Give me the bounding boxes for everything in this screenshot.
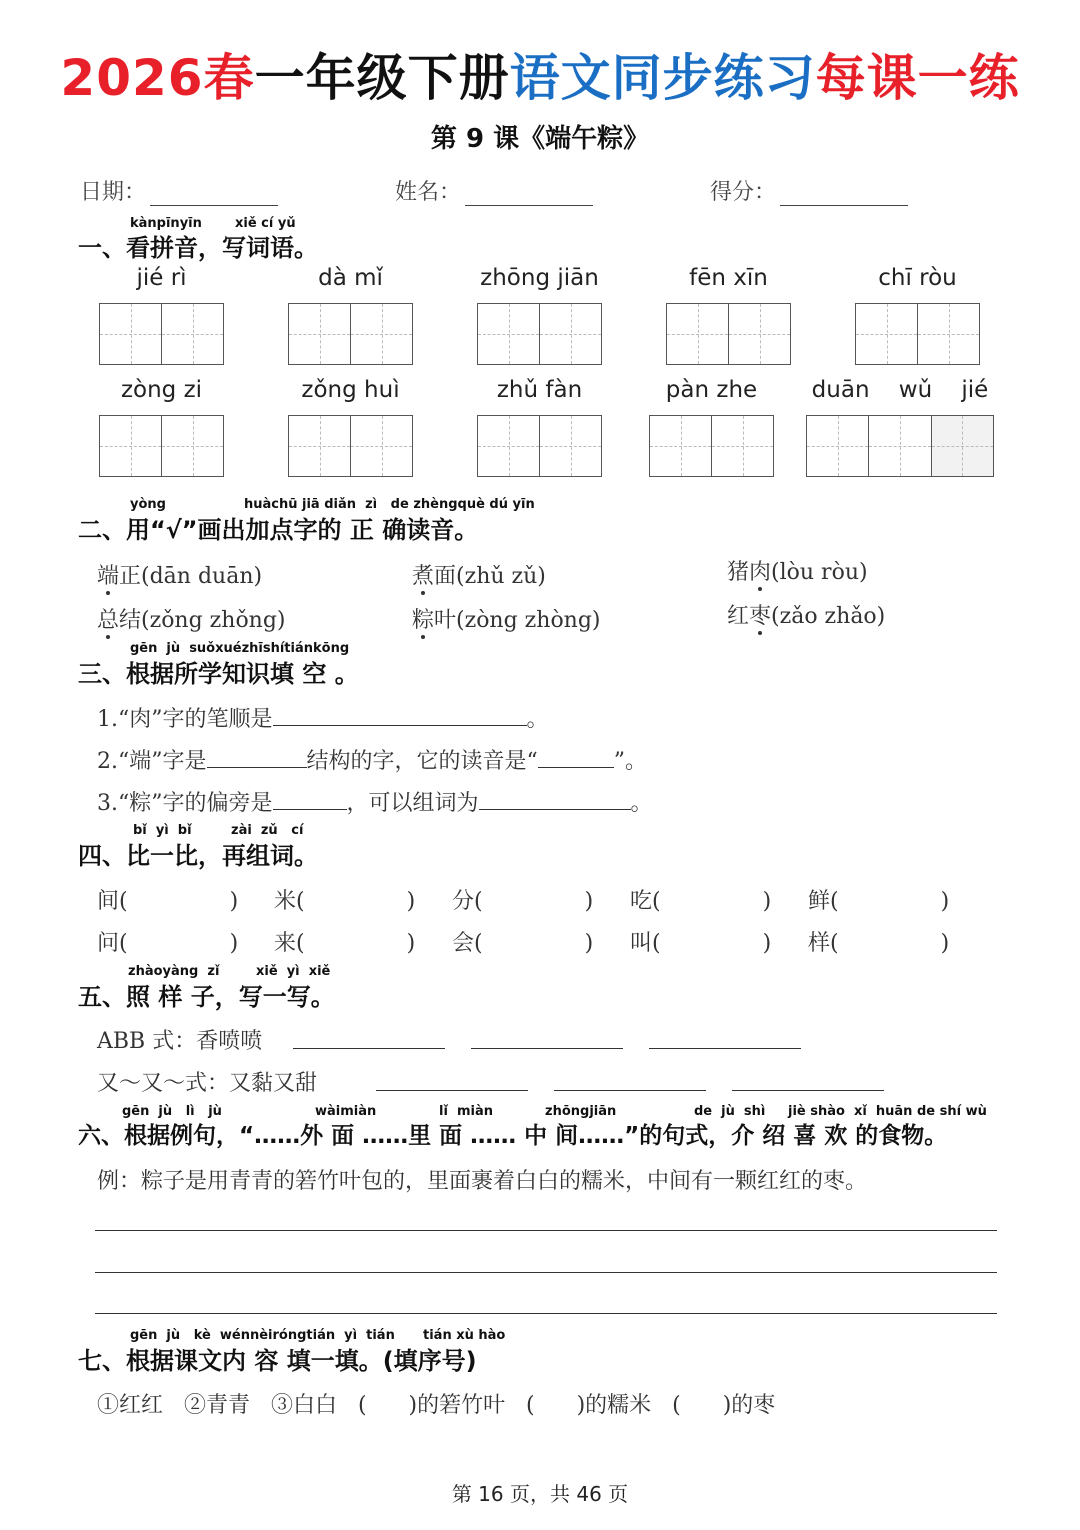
s7-pinyin-1: gēn jù kè wénnèiróngtián yì tián (130, 1328, 395, 1343)
title-daily: 每课一练 (815, 49, 1020, 107)
writing-grid[interactable] (477, 303, 602, 365)
score-field[interactable] (710, 175, 908, 206)
s5-you-label: 又～又～式：又黏又甜 (97, 1071, 318, 1096)
s2-item[interactable]: 红枣(zǎo zhǎo) (727, 604, 886, 629)
writing-grid[interactable] (806, 415, 994, 477)
writing-grid[interactable] (855, 303, 980, 365)
writing-line[interactable] (95, 1230, 997, 1231)
s2-pinyin-1: yòng (130, 497, 166, 512)
s1-word-pinyin: chī ròu (878, 265, 957, 291)
writing-grid[interactable] (288, 303, 413, 365)
s1-word-pinyin: fēn xīn (689, 265, 768, 291)
answer-line[interactable] (732, 1090, 884, 1091)
s3-question-3: 3.“粽”字的偏旁是 ，可以组词为 。 (97, 791, 653, 816)
s6-pinyin-4: zhōngjiān (545, 1104, 617, 1119)
s4-pair[interactable]: 间( ) (97, 889, 239, 914)
s4-pinyin-2: zài zǔ cí (231, 823, 304, 838)
title-grade: 一年级下册 (254, 49, 510, 107)
section-3-title: 三、根据所学知识填 空 。 (78, 660, 359, 688)
s1-word-pinyin: duān wǔ jié (811, 377, 989, 403)
answer-blank[interactable] (538, 747, 614, 768)
date-blank[interactable] (150, 183, 278, 206)
s4-pair[interactable]: 样( ) (808, 931, 950, 956)
section-7-title: 七、根据课文内 容 填一填。(填序号) (78, 1347, 477, 1375)
s1-word-pinyin: zǒng huì (301, 377, 400, 403)
name-label: 姓名： (395, 180, 462, 205)
s4-pair[interactable]: 分( ) (452, 889, 594, 914)
s4-pair[interactable]: 来( ) (274, 931, 416, 956)
s5-pinyin-1: zhàoyàng zǐ (128, 964, 220, 979)
title-subject: 语文同步练习 (509, 49, 816, 107)
writing-line[interactable] (95, 1313, 997, 1314)
s3-pinyin: gēn jù suǒxuézhīshítiánkōng (130, 641, 350, 656)
s6-pinyin-3: lǐ miàn (439, 1104, 493, 1119)
s2-pinyin-2: huàchū jiā diǎn zì de zhèngquè dú yīn (244, 497, 535, 512)
s3-question-1: 1.“肉”字的笔顺是 。 (97, 707, 549, 732)
answer-line[interactable] (293, 1048, 445, 1049)
s4-pair[interactable]: 问( ) (97, 931, 239, 956)
section-5-title: 五、照 样 子，写一写。 (78, 983, 335, 1011)
s2-item[interactable]: 总结(zǒng zhǒng) (97, 608, 286, 633)
s2-item[interactable]: 猪肉(lòu ròu) (727, 560, 868, 585)
s2-item[interactable]: 煮面(zhǔ zǔ) (412, 564, 546, 589)
answer-line[interactable] (554, 1090, 706, 1091)
s2-item[interactable]: 端正(dān duān) (97, 564, 263, 589)
page-footer: 第 16 页，共 46 页 (451, 1482, 629, 1506)
s1-word-pinyin: jié rì (136, 265, 187, 291)
s1-word-pinyin: zhōng jiān (480, 265, 599, 291)
s4-pair[interactable]: 米( ) (274, 889, 416, 914)
score-blank[interactable] (780, 183, 908, 206)
s4-pair[interactable]: 吃( ) (630, 889, 772, 914)
s6-pinyin-6: jiè shào xǐ huān de shí wù (788, 1104, 987, 1119)
s1-word-pinyin: pàn zhe (665, 377, 758, 403)
s7-pinyin-2: tián xù hào (423, 1328, 506, 1343)
section-1-title: 一、看拼音，写词语。 (78, 234, 318, 262)
s2-item[interactable]: 粽叶(zòng zhòng) (412, 608, 601, 633)
s4-pair[interactable]: 叫( ) (630, 931, 772, 956)
s3-question-2: 2.“端”字是 结构的字，它的读音是“ ”。 (97, 749, 647, 774)
writing-grid[interactable] (477, 415, 602, 477)
s6-example: 例：粽子是用青青的箬竹叶包的，里面裹着白白的糯米，中间有一颗红红的枣。 (97, 1169, 868, 1194)
s7-fill-line[interactable]: ①红红 ②青青 ③白白 ( )的箬竹叶 ( )的糯米 ( )的枣 (97, 1393, 776, 1418)
lesson-subtitle: 第 9 课《端午粽》 (430, 124, 650, 154)
s6-pinyin-2: wàimiàn (315, 1104, 377, 1119)
s4-pinyin-1: bǐ yì bǐ (133, 823, 192, 838)
s1-word-pinyin: zòng zi (120, 377, 203, 403)
s1-pinyin-2: xiě cí yǔ (235, 216, 296, 231)
answer-blank[interactable] (273, 789, 347, 810)
answer-line[interactable] (471, 1048, 623, 1049)
section-2-title: 二、用“√”画出加点字的 正 确读音。 (78, 516, 479, 544)
s4-pair[interactable]: 鲜( ) (808, 889, 950, 914)
s6-pinyin-5: de jù shì (694, 1104, 766, 1119)
s1-word-pinyin: zhǔ fàn (496, 377, 583, 403)
writing-grid[interactable] (666, 303, 791, 365)
writing-line[interactable] (95, 1272, 997, 1273)
writing-grid[interactable] (649, 415, 774, 477)
answer-line[interactable] (649, 1048, 801, 1049)
s1-pinyin-1: kànpīnyīn (130, 216, 202, 231)
answer-blank[interactable] (207, 747, 307, 768)
page-title (0, 48, 1080, 108)
name-field[interactable] (395, 175, 593, 206)
s5-pinyin-2: xiě yì xiě (256, 964, 331, 979)
writing-grid[interactable] (288, 415, 413, 477)
section-6-title: 六、根据例句，“……外 面 ……里 面 …… 中 间……”的句式，介 绍 喜 欢 的食物。 (78, 1123, 948, 1149)
date-label: 日期： (80, 180, 147, 205)
name-blank[interactable] (465, 183, 593, 206)
section-4-title: 四、比一比，再组词。 (78, 842, 318, 870)
date-field[interactable] (80, 175, 278, 206)
s5-abb-label: ABB 式：香喷喷 (97, 1029, 263, 1054)
s4-pair[interactable]: 会( ) (452, 931, 594, 956)
title-year: 2026春 (60, 49, 255, 107)
writing-grid[interactable] (99, 303, 224, 365)
s1-word-pinyin: dà mǐ (318, 265, 383, 291)
answer-line[interactable] (376, 1090, 528, 1091)
writing-grid[interactable] (99, 415, 224, 477)
score-label: 得分： (710, 180, 777, 205)
s6-pinyin-1: gēn jù lì jù (122, 1104, 222, 1119)
answer-blank[interactable] (273, 705, 527, 726)
answer-blank[interactable] (479, 789, 631, 810)
